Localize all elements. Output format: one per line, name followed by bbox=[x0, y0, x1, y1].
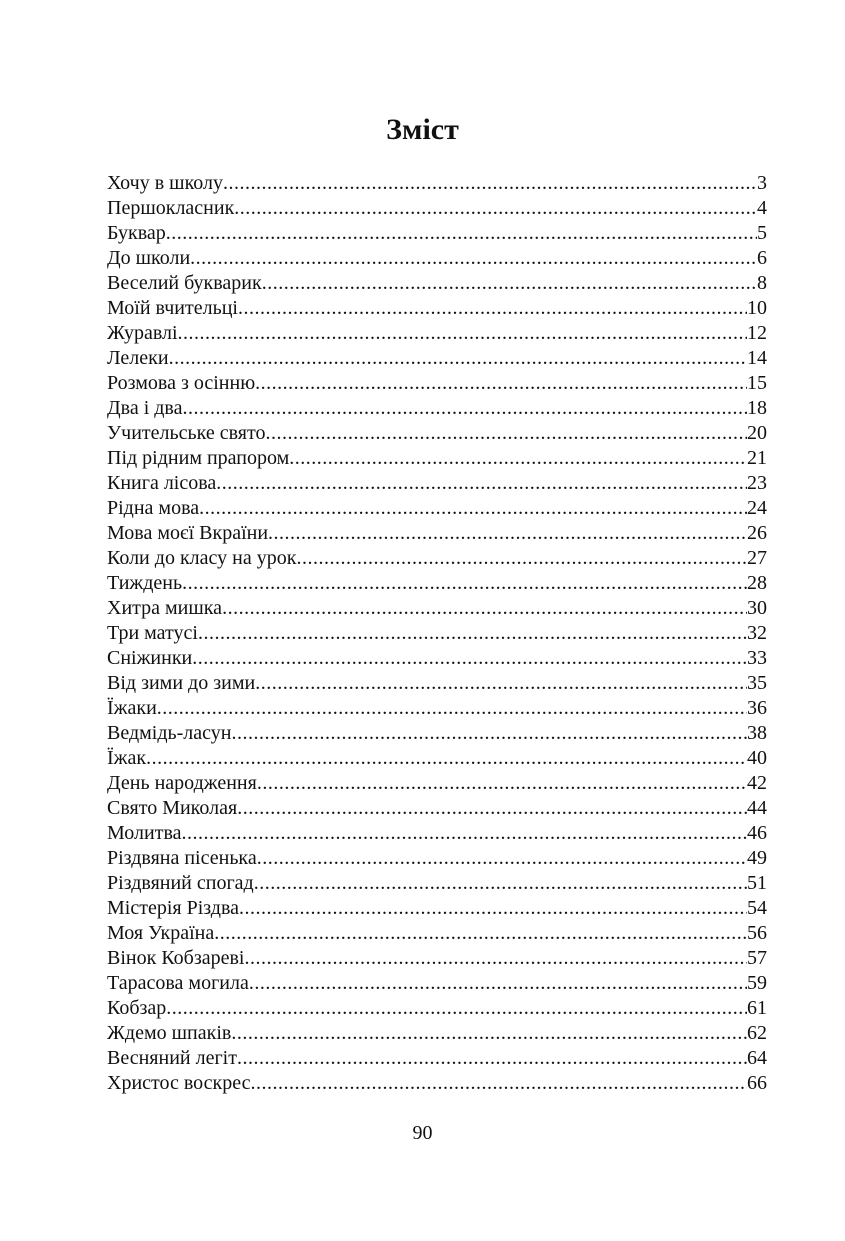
toc-entry-page: 36 bbox=[747, 697, 767, 719]
toc-entry-page: 46 bbox=[747, 822, 767, 844]
toc-entry-title: Їжаки bbox=[107, 697, 157, 719]
dot-leader bbox=[182, 821, 747, 846]
dot-leader bbox=[214, 921, 747, 946]
dot-leader bbox=[296, 546, 747, 571]
dot-leader bbox=[238, 296, 747, 321]
toc-entry-page: 10 bbox=[747, 297, 767, 319]
toc-entry-page: 26 bbox=[747, 522, 767, 544]
toc-entry bbox=[107, 296, 767, 321]
dot-leader bbox=[234, 196, 757, 221]
toc-entry-page: 57 bbox=[747, 947, 767, 969]
dot-leader bbox=[190, 246, 757, 271]
toc-entry-title: Хитра мишка bbox=[107, 597, 223, 619]
toc-entry-title: Молитва bbox=[107, 822, 182, 844]
toc-entry-title: Буквар bbox=[107, 222, 166, 244]
dot-leader bbox=[237, 1046, 747, 1071]
dot-leader bbox=[199, 496, 747, 521]
toc-entry-title: Першокласник bbox=[107, 197, 235, 219]
toc-entry bbox=[107, 471, 767, 496]
dot-leader bbox=[223, 171, 757, 196]
toc-entry-page: 66 bbox=[747, 1072, 767, 1094]
toc-entry bbox=[107, 396, 767, 421]
toc-entry-title: Ведмідь-ласун bbox=[107, 722, 232, 744]
dot-leader bbox=[239, 896, 747, 921]
toc-entry-title: Тарасова могила bbox=[107, 972, 249, 994]
toc-entry bbox=[107, 946, 767, 971]
toc-entry-title: Кобзар bbox=[107, 997, 167, 1019]
dot-leader bbox=[169, 346, 747, 371]
toc-entry-title: Містерія Різдва bbox=[107, 897, 240, 919]
table-of-contents bbox=[107, 171, 767, 1096]
dot-leader bbox=[254, 871, 747, 896]
toc-entry bbox=[107, 246, 767, 271]
toc-entry-title: Христос воскрес bbox=[107, 1072, 251, 1094]
toc-entry-page: 56 bbox=[747, 922, 767, 944]
dot-leader bbox=[216, 471, 747, 496]
toc-entry-page: 15 bbox=[747, 372, 767, 394]
toc-entry bbox=[107, 1071, 767, 1096]
toc-entry-title: Різдвяна пісенька bbox=[107, 847, 257, 869]
toc-entry-title: Два і два bbox=[107, 397, 183, 419]
toc-entry-title: До школи bbox=[107, 247, 191, 269]
dot-leader bbox=[166, 996, 747, 1021]
toc-entry-page: 27 bbox=[747, 547, 767, 569]
toc-entry-page: 49 bbox=[747, 847, 767, 869]
toc-entry-page: 40 bbox=[747, 747, 767, 769]
toc-entry-title: Розмова з осінню bbox=[107, 372, 256, 394]
dot-leader bbox=[249, 971, 747, 996]
dot-leader bbox=[251, 1071, 747, 1096]
toc-entry-page: 4 bbox=[757, 197, 767, 219]
toc-entry bbox=[107, 596, 767, 621]
toc-entry-title: Вінок Кобзареві bbox=[107, 947, 245, 969]
toc-entry-title: Свято Миколая bbox=[107, 797, 238, 819]
toc-entry bbox=[107, 221, 767, 246]
toc-entry-page: 51 bbox=[747, 872, 767, 894]
toc-entry-title: Різдвяний спогад bbox=[107, 872, 254, 894]
toc-entry-page: 14 bbox=[747, 347, 767, 369]
toc-entry-title: Учительське свято bbox=[107, 422, 266, 444]
toc-entry bbox=[107, 521, 767, 546]
toc-entry-page: 12 bbox=[747, 322, 767, 344]
toc-entry-page: 42 bbox=[747, 772, 767, 794]
dot-leader bbox=[262, 271, 757, 296]
toc-entry-title: Під рідним прапором bbox=[107, 447, 290, 469]
dot-leader bbox=[192, 646, 747, 671]
toc-entry bbox=[107, 921, 767, 946]
toc-entry-title: Журавлі bbox=[107, 322, 178, 344]
toc-entry bbox=[107, 796, 767, 821]
toc-entry bbox=[107, 696, 767, 721]
toc-entry bbox=[107, 271, 767, 296]
toc-entry-page: 54 bbox=[747, 897, 767, 919]
toc-entry bbox=[107, 996, 767, 1021]
toc-entry bbox=[107, 321, 767, 346]
dot-leader bbox=[289, 446, 747, 471]
toc-entry bbox=[107, 196, 767, 221]
toc-entry-page: 59 bbox=[747, 972, 767, 994]
toc-entry-page: 3 bbox=[757, 172, 767, 194]
page-number: 90 bbox=[412, 1122, 433, 1144]
toc-entry-title: Мова моєї Вкраїни bbox=[107, 522, 269, 544]
toc-entry-title: Їжак bbox=[107, 747, 147, 769]
dot-leader bbox=[166, 221, 757, 246]
toc-entry-page: 38 bbox=[747, 722, 767, 744]
dot-leader bbox=[222, 596, 747, 621]
toc-entry-page: 30 bbox=[747, 597, 767, 619]
dot-leader bbox=[182, 571, 747, 596]
toc-entry-page: 62 bbox=[747, 1022, 767, 1044]
toc-entry bbox=[107, 546, 767, 571]
toc-entry-page: 32 bbox=[747, 622, 767, 644]
toc-entry-title: Коли до класу на урок bbox=[107, 547, 297, 569]
toc-entry-title: Три матусі bbox=[107, 622, 198, 644]
dot-leader bbox=[183, 396, 748, 421]
dot-leader bbox=[157, 696, 747, 721]
dot-leader bbox=[178, 321, 747, 346]
toc-entry-title: Рідна мова bbox=[107, 497, 200, 519]
toc-entry-page: 23 bbox=[747, 472, 767, 494]
toc-entry bbox=[107, 746, 767, 771]
toc-entry bbox=[107, 621, 767, 646]
toc-entry-page: 28 bbox=[747, 572, 767, 594]
dot-leader bbox=[237, 796, 747, 821]
dot-leader bbox=[146, 746, 747, 771]
toc-entry bbox=[107, 896, 767, 921]
toc-entry-title: Веселий букварик bbox=[107, 272, 262, 294]
dot-leader bbox=[257, 771, 747, 796]
toc-entry bbox=[107, 571, 767, 596]
toc-entry-title: Від зими до зими bbox=[107, 672, 256, 694]
dot-leader bbox=[265, 421, 747, 446]
toc-entry-page: 8 bbox=[757, 272, 767, 294]
dot-leader bbox=[231, 1021, 747, 1046]
toc-entry-page: 35 bbox=[747, 672, 767, 694]
toc-entry-title: Весняний легіт bbox=[107, 1047, 237, 1069]
dot-leader bbox=[268, 521, 747, 546]
toc-entry bbox=[107, 771, 767, 796]
toc-entry-page: 6 bbox=[757, 247, 767, 269]
toc-entry-title: Ждемо шпаків bbox=[107, 1022, 232, 1044]
toc-entry-title: День народження bbox=[107, 772, 257, 794]
toc-entry bbox=[107, 821, 767, 846]
toc-entry-title: Сніжинки bbox=[107, 647, 193, 669]
toc-entry-page: 44 bbox=[747, 797, 767, 819]
toc-entry-title: Тиждень bbox=[107, 572, 183, 594]
dot-leader bbox=[231, 721, 747, 746]
dot-leader bbox=[198, 621, 747, 646]
toc-entry-title: Книга лісова bbox=[107, 472, 217, 494]
toc-entry bbox=[107, 721, 767, 746]
toc-entry bbox=[107, 1021, 767, 1046]
toc-entry bbox=[107, 421, 767, 446]
toc-entry bbox=[107, 646, 767, 671]
toc-entry-page: 64 bbox=[747, 1047, 767, 1069]
toc-entry bbox=[107, 846, 767, 871]
toc-entry-title: Моя Україна bbox=[107, 922, 215, 944]
toc-entry-page: 20 bbox=[747, 422, 767, 444]
dot-leader bbox=[245, 946, 748, 971]
toc-entry bbox=[107, 371, 767, 396]
toc-entry bbox=[107, 871, 767, 896]
toc-entry bbox=[107, 346, 767, 371]
toc-entry-page: 5 bbox=[757, 222, 767, 244]
toc-entry-page: 24 bbox=[747, 497, 767, 519]
toc-entry-page: 21 bbox=[747, 447, 767, 469]
toc-entry bbox=[107, 496, 767, 521]
toc-entry-title: Хочу в школу bbox=[107, 172, 223, 194]
dot-leader bbox=[255, 671, 747, 696]
toc-entry-title: Моїй вчительці bbox=[107, 297, 238, 319]
toc-entry bbox=[107, 971, 767, 996]
toc-entry-page: 33 bbox=[747, 647, 767, 669]
toc-entry bbox=[107, 446, 767, 471]
toc-entry-title: Лелеки bbox=[107, 347, 169, 369]
page-title: Зміст bbox=[386, 113, 459, 146]
toc-entry bbox=[107, 171, 767, 196]
toc-entry-page: 61 bbox=[747, 997, 767, 1019]
toc-entry-page: 18 bbox=[747, 397, 767, 419]
dot-leader bbox=[255, 371, 747, 396]
dot-leader bbox=[257, 846, 747, 871]
toc-entry bbox=[107, 1046, 767, 1071]
toc-entry bbox=[107, 671, 767, 696]
